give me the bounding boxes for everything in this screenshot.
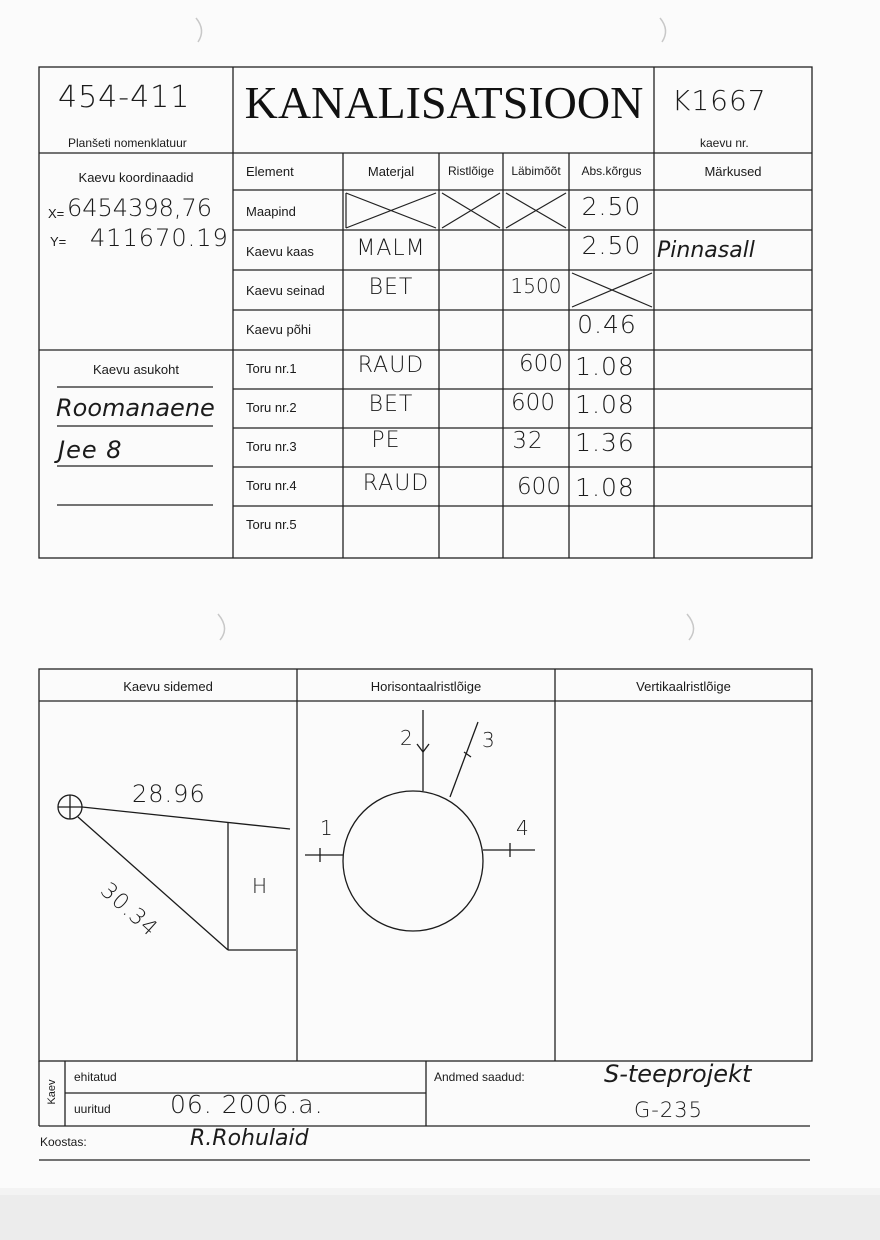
row-abs: 0.46 — [577, 310, 637, 339]
row-abs: 1.36 — [575, 428, 635, 457]
form-title: KANALISATSIOON — [244, 77, 644, 128]
header-labimoot: Läbimõõt — [511, 164, 561, 178]
pipe-label-4: 4 — [516, 816, 530, 840]
tie-distance-1: 28.96 — [132, 780, 206, 808]
koostas-value: R.Rohulaid — [190, 1126, 309, 1151]
coordinates-label: Kaevu koordinaadid — [78, 170, 194, 185]
x-coordinate: 6454398,76 — [67, 194, 213, 222]
row-abs: 2.50 — [581, 192, 642, 221]
y-prefix: Y= — [50, 234, 67, 249]
row-materjal: RAUD — [362, 471, 430, 496]
row-materjal: PE — [371, 428, 401, 453]
andmed-value-code: G-235 — [634, 1098, 703, 1122]
row-element: Kaevu põhi — [246, 322, 312, 337]
tie-distance-2: 30.34 — [95, 878, 163, 943]
koostas-label: Koostas: — [40, 1135, 87, 1149]
row-element: Toru nr.3 — [246, 439, 297, 454]
row-markused: Pinnasall — [657, 238, 755, 263]
pipe-label-3: 3 — [482, 728, 496, 752]
row-materjal: RAUD — [357, 353, 425, 378]
header-ristloige: Ristlõige — [447, 164, 495, 178]
header-element: Element — [246, 164, 294, 179]
row-labimoot: 32 — [512, 428, 544, 454]
row-element: Kaevu seinad — [246, 283, 325, 298]
row-abs: 1.08 — [575, 390, 635, 419]
row-element: Toru nr.4 — [246, 478, 297, 493]
nomenclature-value: 454-411 — [58, 80, 191, 115]
row-element: Kaevu kaas — [246, 244, 314, 259]
row-materjal: MALM — [356, 236, 426, 261]
row-labimoot: 600 — [511, 390, 555, 416]
pipe-label-2: 2 — [400, 726, 414, 750]
row-abs: 1.08 — [575, 352, 635, 381]
nomenclature-label: Planšeti nomenklatuur — [68, 136, 187, 150]
header-abs-korgus: Abs.kõrgus — [581, 164, 642, 178]
row-element: Toru nr.5 — [246, 517, 297, 532]
y-coordinate: 411670.19 — [90, 224, 229, 252]
column-horisontaal: Horisontaalristlõige — [370, 679, 482, 694]
header-markused: Märkused — [704, 164, 762, 179]
row-labimoot: 600 — [519, 351, 563, 377]
row-element: Maapind — [246, 204, 296, 219]
column-kaevu-sidemed: Kaevu sidemed — [123, 679, 213, 694]
pipe-label-1: 1 — [320, 816, 334, 840]
header-materjal: Materjal — [367, 164, 415, 179]
row-labimoot: 600 — [517, 474, 561, 500]
row-abs: 2.50 — [581, 231, 642, 260]
andmed-value-source: S-teeprojekt — [604, 1060, 752, 1088]
building-label: H — [252, 874, 269, 898]
uuritud-label: uuritud — [74, 1102, 111, 1116]
ehitatud-label: ehitatud — [74, 1070, 117, 1084]
column-vertikaal: Vertikaalristlõige — [636, 679, 731, 694]
andmed-label: Andmed saadud: — [434, 1070, 525, 1084]
location-line2: Jee 8 — [58, 436, 123, 464]
row-element: Toru nr.2 — [246, 400, 297, 415]
location-label: Kaevu asukoht — [92, 362, 179, 377]
well-number-value: K1667 — [672, 84, 767, 117]
x-prefix: X= — [48, 206, 65, 221]
row-labimoot: 1500 — [510, 274, 562, 298]
location-line1: Roomanaene — [56, 394, 215, 422]
row-materjal: BET — [368, 275, 414, 300]
well-number-label: kaevu nr. — [700, 136, 749, 150]
uuritud-value: 06. 2006.a. — [170, 1090, 324, 1119]
row-materjal: BET — [368, 392, 414, 417]
row-element: Toru nr.1 — [246, 361, 297, 376]
kaev-label: Kaev — [46, 1079, 58, 1105]
row-abs: 1.08 — [575, 473, 635, 502]
